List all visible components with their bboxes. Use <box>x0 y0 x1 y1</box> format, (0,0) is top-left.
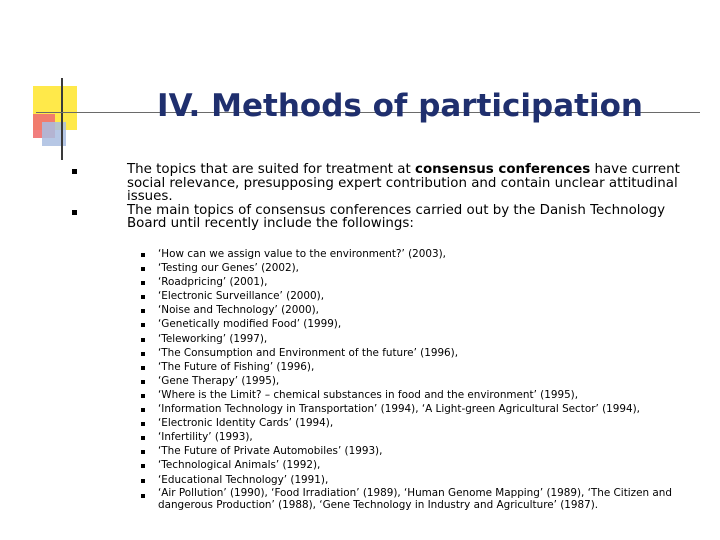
topic-item <box>141 444 711 458</box>
topic-item <box>141 317 711 331</box>
square-bullet-icon <box>141 352 145 356</box>
topic-item <box>141 388 711 402</box>
topic-text: ‘Air Pollution’ (1990), ‘Food Irradiation’ (1989), ‘Human Genome Mapping’ (1989), ‘The Citizen and dangerous Production’ (1988), ‘Gene Technology in Industry and Agriculture’ (1987). <box>158 487 672 511</box>
topic-item <box>141 416 711 430</box>
topic-text: ‘Information Technology in Transportation’ (1994), ‘A Light-green Agricultural Sector’ (1994), <box>158 403 640 416</box>
square-bullet-icon <box>72 210 77 215</box>
square-bullet-icon <box>141 479 145 483</box>
square-bullet-icon <box>141 338 145 342</box>
square-bullet-icon <box>141 408 145 412</box>
topic-text: ‘Teleworking’ (1997), <box>158 332 268 345</box>
square-bullet-icon <box>141 422 145 426</box>
square-bullet-icon <box>141 323 145 327</box>
square-bullet-icon <box>72 169 77 174</box>
square-bullet-icon <box>141 450 145 454</box>
square-bullet-icon <box>141 295 145 299</box>
topic-text: ‘How can we assign value to the environment?’ (2003), <box>158 248 446 260</box>
topic-item <box>141 275 711 289</box>
square-bullet-icon <box>141 394 145 398</box>
bullet-1-emphasis: consensus conferences <box>415 162 591 177</box>
topic-text: ‘Gene Therapy’ (1995), <box>158 374 280 387</box>
page-title: IV. Methods of participation <box>157 88 643 124</box>
main-bullet-1 <box>72 163 702 204</box>
topic-item <box>141 430 711 444</box>
main-bullet-2 <box>72 204 702 231</box>
topic-text: ‘Infertility’ (1993), <box>158 431 253 444</box>
topic-text: ‘Noise and Technology’ (2000), <box>158 304 319 317</box>
square-bullet-icon <box>141 494 145 498</box>
topic-item <box>141 303 711 317</box>
topic-text: ‘Electronic Surveillance’ (2000), <box>158 290 324 303</box>
topic-text: ‘Genetically modified Food’ (1999), <box>158 318 342 331</box>
topic-text: ‘Educational Technology’ (1991), <box>158 473 329 486</box>
topic-item <box>141 402 711 416</box>
topic-item <box>141 473 711 487</box>
bullet-2-text: The main topics of consensus conferences carried out by the Danish Technology Board until recently include the followings: <box>127 202 666 231</box>
topic-text: ‘Electronic Identity Cards’ (1994), <box>158 417 334 430</box>
square-bullet-icon <box>141 253 145 257</box>
bullet-1-text-before: The topics that are suited for treatment at <box>127 162 416 177</box>
topic-item <box>141 332 711 346</box>
topic-item <box>141 247 711 261</box>
square-bullet-icon <box>141 366 145 370</box>
topic-text: ‘The Future of Private Automobiles’ (1993), <box>158 445 383 458</box>
square-bullet-icon <box>141 281 145 285</box>
topic-item <box>141 360 711 374</box>
topic-item <box>141 346 711 360</box>
topic-item <box>141 374 711 388</box>
topic-item <box>141 261 711 275</box>
topic-text: ‘Roadpricing’ (2001), <box>158 276 268 289</box>
topic-text: ‘Technological Animals’ (1992), <box>158 459 321 472</box>
topic-item <box>141 488 711 511</box>
topic-text: ‘Where is the Limit? – chemical substances in food and the environment’ (1995), <box>158 388 579 401</box>
square-bullet-icon <box>141 464 145 468</box>
topic-item <box>141 289 711 303</box>
square-bullet-icon <box>141 380 145 384</box>
topic-item <box>141 458 711 472</box>
square-bullet-icon <box>141 267 145 271</box>
topic-text: ‘The Future of Fishing’ (1996), <box>158 360 315 373</box>
decor-vertical-line <box>61 78 63 160</box>
square-bullet-icon <box>141 436 145 440</box>
main-bullet-list <box>72 163 702 231</box>
topic-text: ‘The Consumption and Environment of the future’ (1996), <box>158 346 459 359</box>
topic-text: ‘Testing our Genes’ (2002), <box>158 262 299 275</box>
topics-list <box>141 247 711 511</box>
bullet-1-text-after: have current social relevance, presupposing expert contribution and contain unclear attitudinal issues. <box>127 162 680 204</box>
square-bullet-icon <box>141 309 145 313</box>
